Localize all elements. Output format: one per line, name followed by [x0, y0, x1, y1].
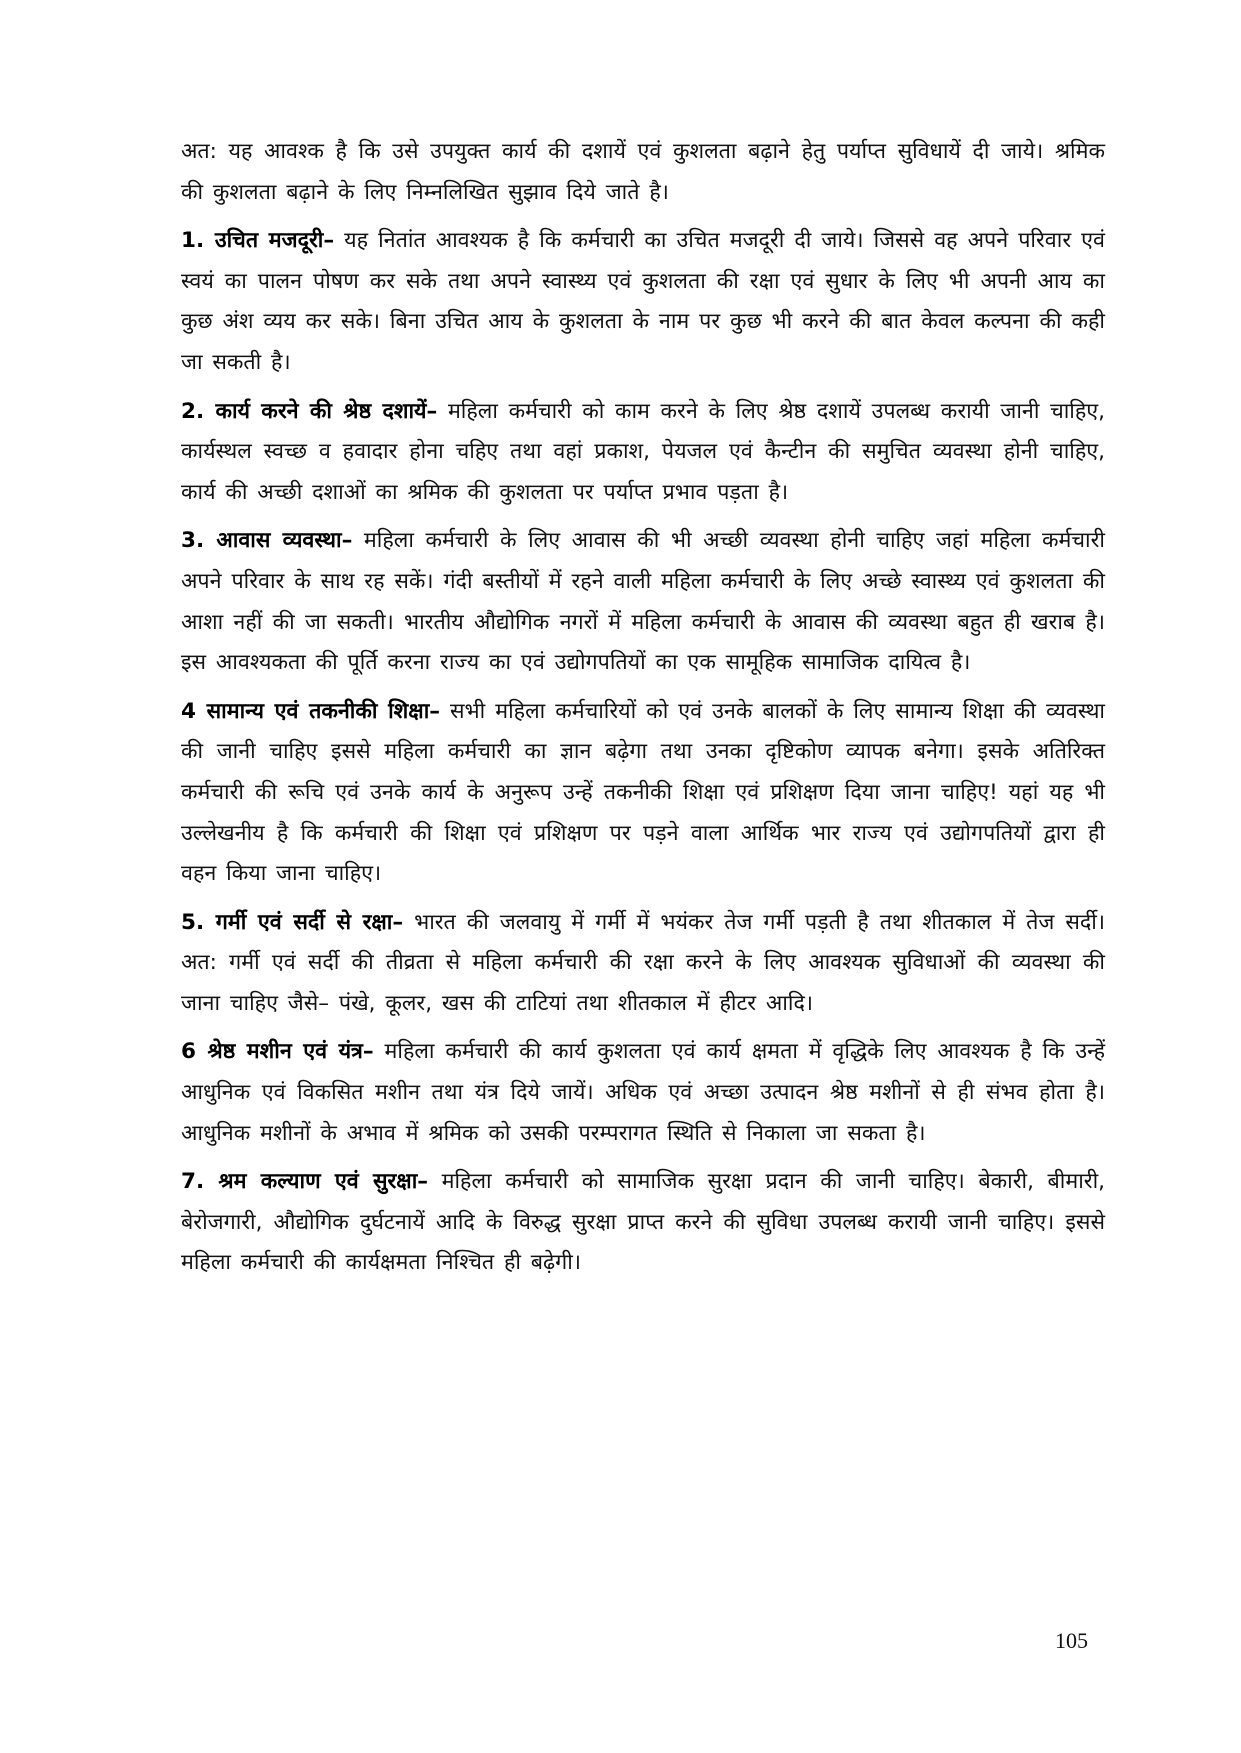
section-6-text: महिला कर्मचारी की कार्य कुशलता एवं कार्य क्षमता में वृद्धिके लिए आवश्यक है कि उन्हें आधुनिक एवं विकसित मशीन तथा यंत्र दिये जायें। अधिक एवं अच्छा उत्पादन श्रेष्ठ मशीनों से ही संभव होता है। आधुनिक मशीनों के अभाव में श्रमिक को उसकी परम्परागत स्थिति से निकाला जा सकता है।: [181, 1039, 1105, 1146]
section-3-heading: 3. आवास व्यवस्था–: [181, 528, 353, 554]
section-4-text: सभी महिला कर्मचारियों को एवं उनके बालकों के लिए सामान्य शिक्षा की व्यवस्था की जानी चाहिए इससे महिला कर्मचारी का ज्ञान बढ़ेगा तथा उनका दृष्टिकोण व्यापक बनेगा। इसके अतिरिक्त कर्मचारी की रूचि एवं उनके कार्य के अनुरूप उन्हें तकनीकी शिक्षा एवं प्रशिक्षण दिया जाना चाहिए! यहां यह भी उल्लेखनीय है कि कर्मचारी की शिक्षा एवं प्रशिक्षण पर पड़ने वाला आर्थिक भार राज्य एवं उद्योगपतियों द्वारा ही वहन किया जाना चाहिए।: [181, 698, 1105, 887]
section-7-text: महिला कर्मचारी को सामाजिक सुरक्षा प्रदान की जानी चाहिए। बेकारी, बीमारी, बेरोजगारी, औद्योगिक दुर्घटनायें आदि के विरुद्ध सुरक्षा प्राप्त करने की सुविधा उपलब्ध करायी जानी चाहिए। इससे महिला कर्मचारी की कार्यक्षमता निश्चित ही बढ़ेगी।: [181, 1169, 1105, 1276]
section-1-paragraph: [181, 221, 1105, 383]
section-7-heading: 7. श्रम कल्याण एवं सुरक्षा–: [181, 1169, 429, 1195]
section-3-text: महिला कर्मचारी के लिए आवास की भी अच्छी व्यवस्था होनी चाहिए जहां महिला कर्मचारी अपने परिवार के साथ रह सकें। गंदी बस्तीयों में रहने वाली महिला कर्मचारी के लिए अच्छे स्वास्थ्य एवं कुशलता की आशा नहीं की जा सकती। भारतीय औद्योगिक नगरों में महिला कर्मचारी के आवास की व्यवस्था बहुत ही खराब है। इस आवश्यकता की पूर्ति करना राज्य का एवं उद्योगपतियों का एक सामूहिक सामाजिक दायित्व है।: [181, 528, 1105, 676]
section-1-heading: 1. उचित मजदूरी–: [181, 228, 335, 254]
section-1-text: यह नितांत आवश्यक है कि कर्मचारी का उचित मजदूरी दी जाये। जिससे वह अपने परिवार एवं स्वयं का पालन पोषण कर सके तथा अपने स्वास्थ्य एवं कुशलता की रक्षा एवं सुधार के लिए भी अपनी आय का कुछ अंश व्यय कर सके। बिना उचित आय के कुशलता के नाम पर कुछ भी करने की बात केवल कल्पना की कही जा सकती है।: [181, 228, 1105, 375]
section-6-heading: 6 श्रेष्ठ मशीन एवं यंत्र–: [181, 1039, 374, 1065]
section-2-paragraph: [181, 392, 1105, 514]
section-5-paragraph: [181, 903, 1105, 1025]
section-2-text: महिला कर्मचारी को काम करने के लिए श्रेष्ठ दशायें उपलब्ध करायी जानी चाहिए, कार्यस्थल स्वच्छ व हवादार होना चहिए तथा वहां प्रकाश, पेयजल एवं कैन्टीन की समुचित व्यवस्था होनी चाहिए, कार्य की अच्छी दशाओं का श्रमिक की कुशलता पर पर्याप्त प्रभाव पड़ता है।: [181, 398, 1105, 505]
page-content: [181, 132, 1105, 1292]
intro-paragraph: अत: यह आवश्क है कि उसे उपयुक्त कार्य की दशायें एवं कुशलता बढ़ाने हेतु पर्याप्त सुविधायें दी जाये। श्रमिक की कुशलता बढ़ाने के लिए निम्नलिखित सुझाव दिये जाते है।: [181, 139, 1105, 205]
page-number: 105: [1055, 1628, 1088, 1653]
section-5-text: भारत की जलवायु में गर्मी में भयंकर तेज गर्मी पड़ती है तथा शीतकाल में तेज सर्दी। अत: गर्मी एवं सर्दी की तीव्रता से महिला कर्मचारी की रक्षा करने के लिए आवश्यक सुविधाओं की व्यवस्था की जाना चाहिए जैसे– पंखे, कूलर, खस की टाटियां तथा शीतकाल में हीटर आदि।: [181, 909, 1105, 1016]
section-4-heading: 4 सामान्य एवं तकनीकी शिक्षा–: [181, 698, 441, 724]
section-5-heading: 5. गर्मी एवं सर्दी से रक्षा–: [181, 909, 404, 935]
section-2-heading: 2. कार्य करने की श्रेष्ठ दशायें–: [181, 398, 438, 424]
section-4-paragraph: [181, 692, 1105, 895]
section-6-paragraph: [181, 1032, 1105, 1154]
section-7-paragraph: [181, 1162, 1105, 1284]
section-3-paragraph: [181, 521, 1105, 683]
